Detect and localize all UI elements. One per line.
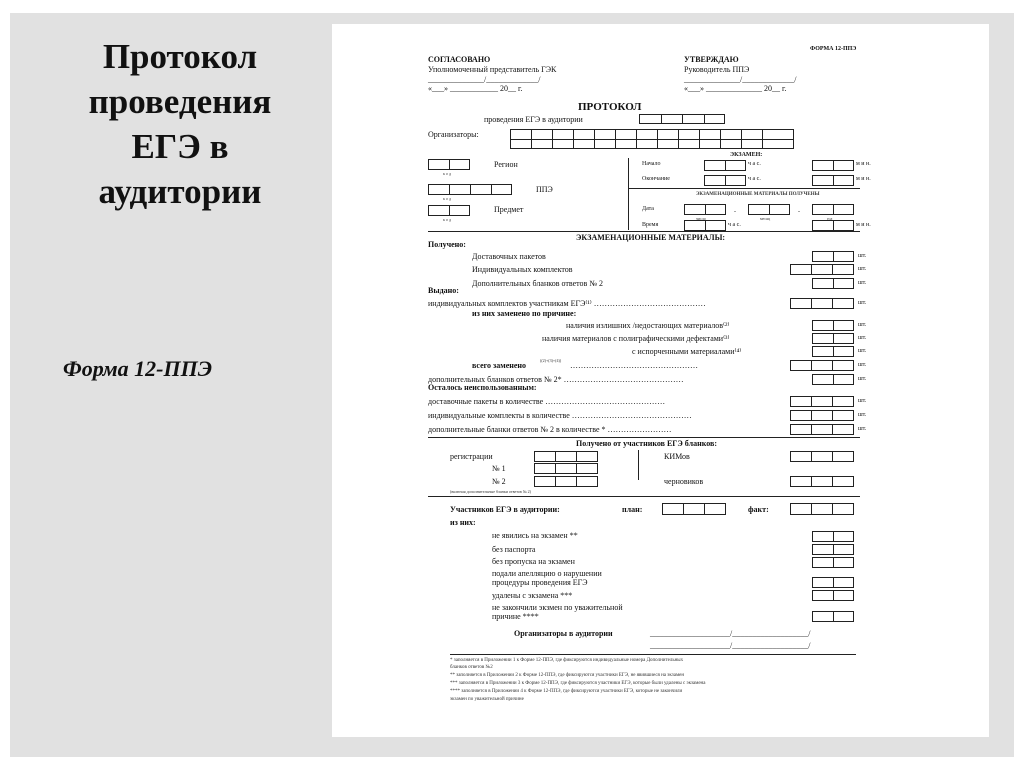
month-caption: месяц (760, 216, 771, 221)
of-them-label: из них: (450, 518, 476, 527)
approval-left-sign: ______________/_____________/ (428, 75, 541, 84)
footnote-1: * заполняется в Приложении 1 к Форме 12-ППЭ, где фиксируются индивидуальные номера Дополнительных (450, 658, 684, 663)
registration-boxes[interactable] (534, 451, 598, 462)
ppe-label: ППЭ (536, 185, 553, 194)
pcs-unit: шт. (858, 398, 867, 404)
footnote-4: **** заполняется в Приложении 4 к Форме 12-ППЭ, где фиксируются участники ЕГЭ, которые не закончили (450, 689, 683, 694)
received-item-packets: Доставочных пакетов (472, 252, 546, 261)
total-replaced-boxes[interactable] (790, 360, 854, 371)
pcs-unit: шт. (858, 280, 867, 286)
slide-subtitle: Форма 12-ППЭ (63, 356, 213, 381)
day-caption: число (696, 216, 706, 221)
participants-label: Участников ЕГЭ в аудитории: (450, 505, 560, 514)
time-minutes-unit: м и н. (856, 222, 871, 228)
no-pass-label: без пропуска на экзамен (492, 557, 575, 566)
pcs-unit: шт. (858, 335, 867, 341)
appeal-label-1: подали апелляцию о нарушении (492, 569, 602, 578)
approval-right-date: «___» ______________ 20__ г. (684, 84, 787, 93)
fact-label: факт: (748, 505, 769, 514)
no2-label: № 2 (492, 477, 506, 486)
materials-received-header: ЭКЗАМЕНАЦИОННЫЕ МАТЕРИАЛЫ ПОЛУЧЕНЫ (696, 192, 820, 197)
approval-right-sign: ______________/_____________/ (684, 75, 797, 84)
absent-label: не явились на экзамен ** (492, 531, 578, 540)
footnote-3: *** заполняется в Приложении 3 к Форме 12-ППЭ, где фиксируются участники ЕГЭ, которые были удалены с экзамена (450, 681, 706, 686)
issued-kits-boxes[interactable] (790, 298, 854, 309)
footnote-2: ** заполняется в Приложении 2 к Форме 12-ППЭ, где фиксируются участники ЕГЭ, не явившиеся на экзамен (450, 673, 684, 678)
subject-code-label: к о д (443, 217, 451, 222)
end-hours-unit: ч а с. (748, 176, 761, 182)
remaining-blanks: дополнительные бланки ответов № 2 в количестве * …………………… (428, 425, 672, 434)
organizers-in-room-label: Организаторы в аудитории (514, 629, 613, 638)
year-caption: год (827, 216, 833, 221)
remaining-packets-boxes[interactable] (790, 396, 854, 407)
pcs-unit: шт. (858, 253, 867, 259)
approval-left-date: «___» ____________ 20__ г. (428, 84, 523, 93)
reason-extra-materials: наличия излишних /недостающих материалов⁽²⁾ (566, 321, 730, 330)
pcs-unit: шт. (858, 412, 867, 418)
no2-boxes[interactable] (534, 476, 598, 487)
pcs-unit: шт. (858, 376, 867, 382)
total-replaced-dots: ………………………………………… (570, 361, 698, 370)
reason-print-defects: наличия материалов с полиграфическими дефектами⁽³⁾ (542, 334, 730, 343)
organizer-sign-line-1: ____________________/___________________/ (650, 629, 811, 638)
approval-left-role: Уполномоченный представитель ГЭК (428, 65, 557, 74)
protocol-title: ПРОТОКОЛ (578, 101, 642, 113)
total-replaced-label: всего заменено (472, 361, 527, 370)
extra-blanks-issued: дополнительных бланков ответов № 2* ……………………………………… (428, 375, 684, 384)
form-page: ФОРМА 12-ППЭ СОГЛАСОВАНО Уполномоченный представитель ГЭК ______________/_____________/ «___» ____________ 20__ г. УТВЕРЖДАЮ Руководитель ППЭ ______________/_____________/ «___» ______________ 20__ г. ПРОТОКОЛ проведения ЕГЭ в аудитории Организаторы: к о д Регион к о д ППЭ к о д Предмет ЭКЗАМЕН: Начало ч а с. м и н. Окончание ч а с. м и н. ЭКЗАМЕНАЦИОННЫЕ МАТЕРИАЛЫ ПОЛУЧЕНЫ Дата число . месяц . год Время ч а с. м и н. ЭКЗАМЕНАЦИОННЫЕ МАТЕРИАЛЫ: Получено: Доставочных пакетов шт. Индивидуальных комплектов шт. Дополнительных бланков ответов № 2 шт. Выдано: индивидуальных комплектов участникам ЕГЭ⁽¹⁾ …………………………………… шт. из них заменено по причине: наличия излишних /недостающих материалов⁽²⁾ шт. наличия материалов с полиграфическими дефектами⁽³⁾ шт. с испорченными материалами⁽⁴⁾ шт. всего заменено ((2)+(3)+(4)) ………………………………………… шт. дополнительных бланков ответов № 2* ……………………………………… шт. Осталось неиспользованным: доставочные пакеты в количестве ……………………………………… шт. индивидуальные комплекты в количестве ……………………………………… шт. дополнительные бланки ответов № 2 в количестве * …………………… шт. Получено от участников ЕГЭ бланков: регистрации № 1 № 2 (включая дополнительные бланки ответов № 2) КИМов черновиков Участников ЕГЭ в аудитории: план: факт: из них: не явились на экзамен ** без паспорта без пропуска на экзамен подали апелляцию о нарушении процедуры проведения ЕГЭ удалены с экзамена *** не закончили экзмен по уважительной причине **** Организаторы в аудитории ____________________/___________________/ ____________________/___________________/ * заполняется в Приложении 1 к Форме 12-ППЭ, где фиксируются индивидуальные номера Дополнительных бланков ответов №2 ** заполняется в Приложении 2 к Форме 12-ППЭ, где фиксируются участники ЕГЭ, не явившиеся на экзамен *** заполняется в Приложении 3 к Форме 12-ППЭ, где фиксируются участники ЕГЭ, которые были удалены с экзамена **** заполняется в Приложении 4 к Форме 12-ППЭ, где фиксируются участники ЕГЭ, которые не закончили экзамен по уважительной причине (332, 24, 989, 737)
start-label: Начало (642, 161, 661, 167)
no1-label: № 1 (492, 464, 506, 473)
approval-right-head: УТВЕРЖДАЮ (684, 55, 739, 64)
slide-title: Протокол проведения ЕГЭ в аудитории (88, 37, 272, 211)
region-label: Регион (494, 160, 518, 169)
remaining-packets: доставочные пакеты в количестве ……………………………………… (428, 397, 666, 406)
pcs-unit: шт. (858, 426, 867, 432)
form-code: ФОРМА 12-ППЭ (810, 46, 857, 52)
start-minutes-unit: м и н. (856, 161, 871, 167)
subject-label: Предмет (494, 205, 524, 214)
issued-kits: индивидуальных комплектов участникам ЕГЭ⁽¹⁾ …………………………………… (428, 299, 706, 308)
time-label: Время (642, 222, 659, 228)
drafts-label: черновиков (664, 477, 704, 486)
kim-label: КИМов (664, 452, 690, 461)
remaining-kits-boxes[interactable] (790, 410, 854, 421)
fact-boxes[interactable] (790, 503, 854, 515)
from-participants-header: Получено от участников ЕГЭ бланков: (576, 439, 717, 448)
time-hours-unit: ч а с. (728, 222, 741, 228)
organizer-sign-line-2: ____________________/___________________/ (650, 641, 811, 650)
date-label: Дата (642, 206, 654, 212)
exam-header: ЭКЗАМЕН: (730, 152, 763, 158)
end-label: Окончание (642, 176, 670, 182)
pcs-unit: шт. (858, 322, 867, 328)
pcs-unit: шт. (858, 362, 867, 368)
removed-label: удалены с экзамена *** (492, 591, 573, 600)
region-code-label: к о д (443, 171, 451, 176)
no2-note: (включая дополнительные бланки ответов № 2) (450, 489, 531, 494)
pcs-unit: шт. (858, 266, 867, 272)
issued-title: Выдано: (428, 286, 459, 295)
no1-boxes[interactable] (534, 463, 598, 474)
start-hours-unit: ч а с. (748, 161, 761, 167)
pcs-unit: шт. (858, 348, 867, 354)
unfinished-label-1: не закончили экзмен по уважительной (492, 603, 623, 612)
organizers-label: Организаторы: (428, 130, 479, 139)
remaining-blanks-boxes[interactable] (790, 424, 854, 435)
kim-boxes[interactable] (790, 451, 854, 462)
unfinished-label-2: причине **** (492, 612, 539, 621)
plan-boxes[interactable] (662, 503, 726, 515)
received-item-blanks: Дополнительных бланков ответов № 2 (472, 279, 603, 288)
registration-label: регистрации (450, 452, 493, 461)
ppe-code-label: к о д (443, 196, 451, 201)
received-title: Получено: (428, 240, 466, 249)
received-kits-boxes[interactable] (790, 264, 854, 275)
plan-label: план: (622, 505, 643, 514)
materials-header: ЭКЗАМЕНАЦИОННЫЕ МАТЕРИАЛЫ: (576, 233, 726, 242)
drafts-boxes[interactable] (790, 476, 854, 487)
replaced-title: из них заменено по причине: (472, 309, 577, 318)
end-minutes-unit: м и н. (856, 176, 871, 182)
total-replaced-formula: ((2)+(3)+(4)) (540, 358, 562, 363)
no-passport-label: без паспорта (492, 545, 536, 554)
approval-right-role: Руководитель ППЭ (684, 65, 750, 74)
approval-left-head: СОГЛАСОВАНО (428, 55, 491, 64)
remaining-kits: индивидуальные комплекты в количестве ……………………………………… (428, 411, 692, 420)
protocol-subtitle: проведения ЕГЭ в аудитории (484, 115, 583, 124)
footnote-1b: бланков ответов №2 (450, 665, 493, 670)
pcs-unit: шт. (858, 300, 867, 306)
appeal-label-2: процедуры проведения ЕГЭ (492, 578, 588, 587)
received-item-kits: Индивидуальных комплектов (472, 265, 573, 274)
reason-spoiled: с испорченными материалами⁽⁴⁾ (632, 347, 742, 356)
footnote-4b: экзамен по уважительной причине (450, 697, 524, 702)
remaining-title: Осталось неиспользованным: (428, 383, 537, 392)
